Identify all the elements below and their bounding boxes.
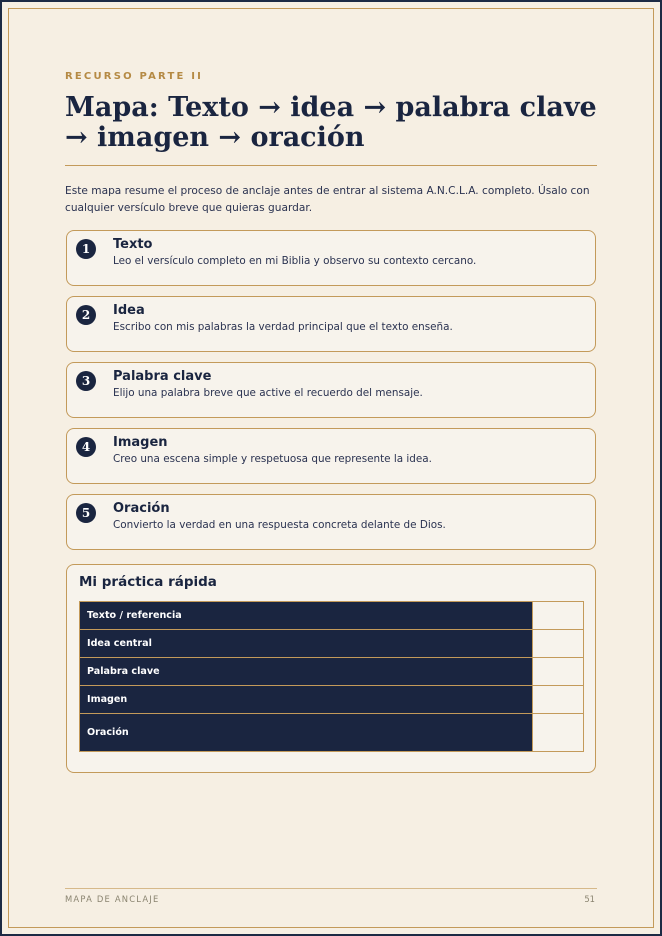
practice-box xyxy=(66,564,596,773)
practice-title: Mi práctica rápida xyxy=(79,574,217,590)
intro-paragraph: Este mapa resume el proceso de anclaje antes de entrar al sistema A.N.C.L.A. completo. Úsalo con cualquier versículo breve que quieras guardar. xyxy=(65,185,590,214)
step-number-badge: 5 xyxy=(76,503,96,523)
step-number-badge: 1 xyxy=(76,239,96,259)
step-card-imagen xyxy=(66,428,596,484)
step-description: Elijo una palabra breve que active el recuerdo del mensaje. xyxy=(113,387,423,399)
step-description: Creo una escena simple y respetuosa que represente la idea. xyxy=(113,453,432,465)
answer-cell[interactable] xyxy=(533,630,584,658)
step-card-oracion xyxy=(66,494,596,550)
row-label: Imagen xyxy=(80,686,533,714)
table-row xyxy=(80,714,584,752)
page-number: 51 xyxy=(584,894,595,904)
step-card-texto xyxy=(66,230,596,286)
step-description: Leo el versículo completo en mi Biblia y observo su contexto cercano. xyxy=(113,255,477,267)
step-description: Convierto la verdad en una respuesta concreta delante de Dios. xyxy=(113,519,446,531)
step-card-palabra-clave xyxy=(66,362,596,418)
step-number-badge: 4 xyxy=(76,437,96,457)
step-number-badge: 2 xyxy=(76,305,96,325)
footer-section-label: MAPA DE ANCLAJE xyxy=(65,894,160,904)
step-title: Texto xyxy=(113,237,153,252)
step-description: Escribo con mis palabras la verdad principal que el texto enseña. xyxy=(113,321,453,333)
answer-cell[interactable] xyxy=(533,658,584,686)
answer-cell[interactable] xyxy=(533,714,584,752)
practice-table xyxy=(79,601,584,752)
page-title: Mapa: Texto → idea → palabra clave → imagen → oración xyxy=(65,92,597,153)
step-title: Idea xyxy=(113,303,145,318)
table-row xyxy=(80,686,584,714)
row-label: Texto / referencia xyxy=(80,602,533,630)
footer-divider xyxy=(65,888,597,889)
row-label: Oración xyxy=(80,714,533,752)
section-kicker: RECURSO PARTE II xyxy=(65,71,204,82)
step-card-idea xyxy=(66,296,596,352)
table-row xyxy=(80,658,584,686)
step-title: Palabra clave xyxy=(113,369,212,384)
step-number-badge: 3 xyxy=(76,371,96,391)
row-label: Idea central xyxy=(80,630,533,658)
table-row xyxy=(80,630,584,658)
table-row xyxy=(80,602,584,630)
title-divider xyxy=(65,165,597,166)
answer-cell[interactable] xyxy=(533,602,584,630)
step-title: Oración xyxy=(113,501,170,516)
step-title: Imagen xyxy=(113,435,168,450)
row-label: Palabra clave xyxy=(80,658,533,686)
answer-cell[interactable] xyxy=(533,686,584,714)
